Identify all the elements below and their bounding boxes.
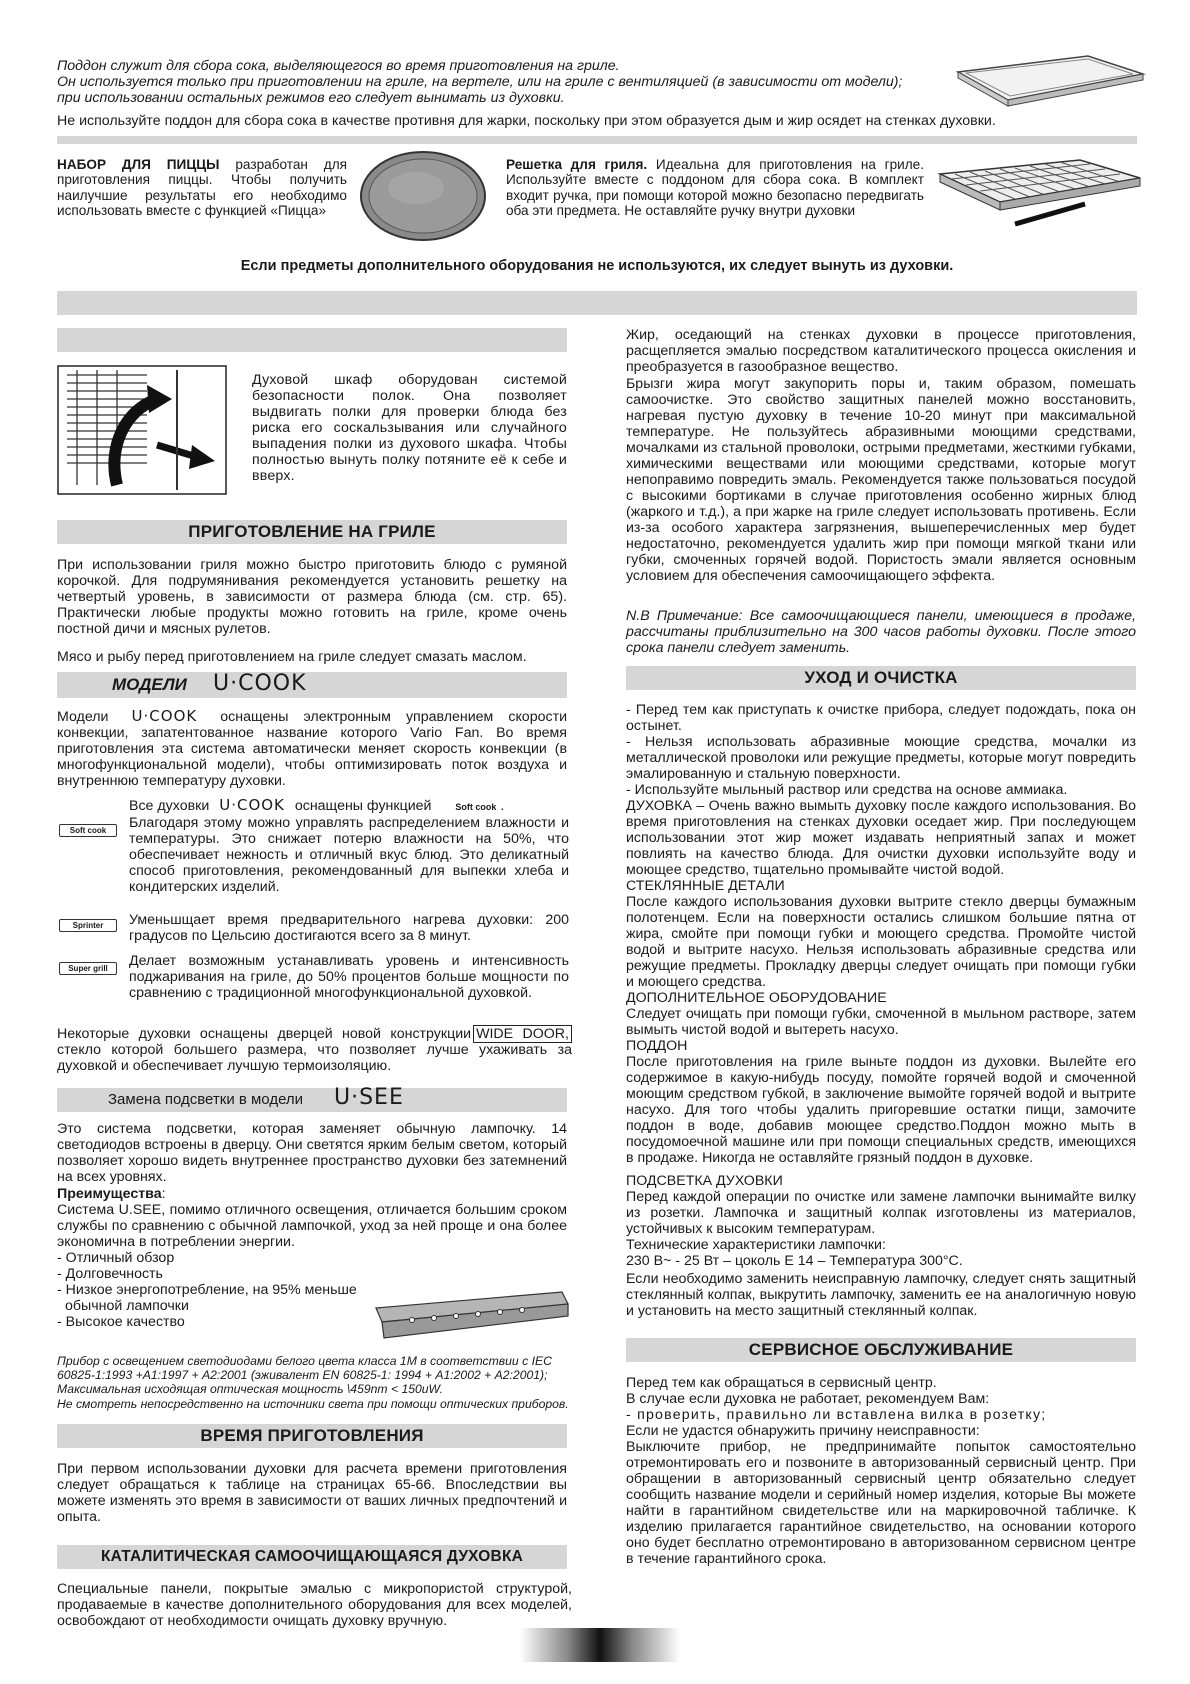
led-compliance-note: Прибор с освещением светодиодами белого цвета класса 1М в соответствии с IEC 60825-1:1993 +А1:1997 + А2:2001 (эживалент EN 60825-1: 1994 + А1:2002 + А2:2001); Максимальная исходящая оптическая мощность \459nm < 150uW. (57, 1354, 552, 1396)
shelf-safety-illustration (57, 365, 227, 495)
ucook-inline-logo: U·COOK (219, 796, 285, 814)
divider (57, 136, 1137, 144)
grill-rack-text (506, 157, 924, 219)
wide-door-b: стекло которой большего размера, что позволяет лучше ухаживать за духовкой и обеспечивает лучшую термоизоляцию. (57, 1042, 572, 1074)
all-ovens-line: Все духовки U·COOK оснащены функцией Soft cook . (129, 796, 505, 814)
pizza-kit-text (57, 157, 347, 219)
led-eye-warning: Не смотреть непосредственно на источники света при помощи оптических приборов. (57, 1397, 569, 1411)
service-text: Перед тем как обращаться в сервисный центр. (626, 1375, 937, 1391)
drip-tray-line: Поддон служит для сбора сока, выделяющегося во время приготовления на гриле. (57, 58, 620, 74)
usee-logo: U·SEE (334, 1085, 404, 1110)
lamp-replace-text: Если необходимо заменить неисправную лампочку, следует снять защитный стеклянный колпак, выкрутить лампочку, заменить ее на аналогичную новую и установить на место защитный стеклянный колпак. (626, 1271, 1136, 1319)
service-heading: СЕРВИСНОЕ ОБСЛУЖИВАНИЕ (626, 1338, 1136, 1362)
catalytic-intro: Специальные панели, покрытые эмалью с микропористой структурой, продаваемые в качестве дополнительного оборудования для всех моделей, освобождают от необходимости очищать духовку вручную. (57, 1581, 572, 1629)
section-bar (57, 291, 1137, 315)
super-grill-text: Делает возможным устанавливать уровень и интенсивность поджаривания на гриле, до 50% процентов больше мощности по сравнению с традиционной многофункциональной духовкой. (129, 953, 569, 1001)
list-item: - Высокое качество (57, 1314, 185, 1330)
cooking-time-heading: ВРЕМЯ ПРИГОТОВЛЕНИЯ (57, 1424, 567, 1448)
accessories-title: ДОПОЛНИТЕЛЬНОЕ ОБОРУДОВАНИЕ (626, 990, 887, 1006)
grill-paragraph: При использовании гриля можно быстро приготовить блюдо с румяной корочкой. Для подрумянивания рекомендуется установить решетку на четвертый уровень, в зависимости от размера блюда (см. стр. 65). Практически любые продукты можно готовить на гриле, кроме очень постной дичи и мясных рулетов. (57, 557, 567, 637)
service-text: В случае если духовка не работает, рекомендуем Вам: (626, 1391, 990, 1407)
list-item: - Долговечность (57, 1266, 163, 1282)
service-instructions: Выключите прибор, не предпринимайте попыток самостоятельно отремонтировать его и позвоните в авторизованный сервисный центр. При обращении в авторизованный сервисный центр обязательно следует сообщить название модели и серийный номер изделия, которые Вы можете найти в гарантийном свидетельстве или на маркировочной табличке. К изделию прилагается гарантийное свидетельство, на основании которого оно будет бесплатно отремонтировано в авторизованном сервисном центре в течение гарантийного срока. (626, 1439, 1136, 1567)
grill-oil-note: Мясо и рыбу перед приготовлением на гриле следует смазать маслом. (57, 649, 527, 665)
drip-tray-image (938, 52, 1148, 110)
lamp-spec: 230 В~ - 25 Вт – цоколь Е 14 – Температура 300°С. (626, 1253, 963, 1269)
models-intro-a: Модели (57, 709, 109, 725)
grill-rack-desc: Идеальна для приготовления на гриле. Используйте вместе с поддоном для сбора сока. В комплект входит ручка, при помощи которой можно безопасно передвигать оба эти предмета. Не оставляйте ручку внутри духовки (506, 157, 924, 219)
wide-door-text (57, 1026, 572, 1074)
sprinter-text: Уменьшщает время предварительного нагрева духовки: 200 градусов по Цельсию достигаются всего за 8 минут. (129, 912, 569, 944)
super-grill-icon: Super grill (59, 962, 117, 975)
wide-door-a: Некоторые духовки оснащены дверцей новой конструкции (57, 1026, 472, 1042)
list-item: - Отличный обзор (57, 1250, 175, 1266)
tray-text: После приготовления на гриле выньте поддон из духовки. Вылейте его содержимое в какую-нибудь посуду, помойте горячей водой и смоченной моющим средством губкой, в заключение вымойте горячей водой и вытрите насухо. Для того чтобы удалить пригоревшие остатки пищи, замочите поддон в воде, добавив моющее средство.Поддон можно мыть в посудомоечной машине или при помощи специальных средств, имеющихся в продаже. Никогда не оставляйте грязный поддон в духовке. (626, 1054, 1136, 1166)
remove-accessories-notice: Если предметы дополнительного оборудования не используются, их следует вынуть из духовки. (240, 258, 954, 274)
pizza-kit-desc: разработан для приготовления пиццы. Чтобы получить наилучшие результаты его необходимо использовать вместе с функцией «Пицца» (57, 157, 347, 219)
care-heading: УХОД И ОЧИСТКА (626, 666, 1136, 690)
care-item: - Используйте мыльный раствор или средства на основе аммиака. (626, 782, 1068, 798)
list-item: - Низкое энергопотребление, на 95% меньше (57, 1282, 357, 1298)
shelf-safety-text: Духовой шкаф оборудован системой безопасности полок. Она позволяет выдвигать полки для проверки блюда без риска его соскальзывания или случайного выпадения полки из духового шкафа. Чтобы полностью вынуть полку потяните её к себе и вверх. (252, 372, 567, 484)
care-item: - Перед тем как приступать к очистке прибора, следует подождать, пока он остынет. (626, 702, 1136, 734)
tray-title: ПОДДОН (626, 1038, 688, 1054)
oven-light-text: Перед каждой операции по очистке или замене лампочки вынимайте вилку из розетки. Лампочка и защитный колпак изготовлены из материалов, устойчивых к высоким температурам. (626, 1189, 1136, 1237)
catalytic-note: N.B Примечание: Все самоочищающиеся панели, имеющиеся в продаже, рассчитаны приблизительно на 300 часов работы духовки. После этого срока панели следует заменить. (626, 608, 1136, 656)
pizza-tray-image (358, 150, 488, 242)
oven-cleaning-text: ДУХОВКА – Очень важно вымыть духовку после каждого использования. Во время приготовления на стенках духовки оседает жир. При последующем использовании этот жир может издавать неприятный запах и может повлиять на качество блюда. Для очистки духовки используйте воду и моющее средство, тщательно промывайте чистой водой. (626, 798, 1136, 878)
grill-heading: ПРИГОТОВЛЕНИЕ НА ГРИЛЕ (57, 520, 567, 544)
grill-rack-image (930, 152, 1150, 232)
ucook-inline-logo: U·COOK (131, 707, 198, 725)
service-text: - проверить, правильно ли вставлена вилка в розетку; (626, 1407, 1047, 1423)
drip-tray-warning: Не используйте поддон для сбора сока в качестве противня для жарки, поскольку при этом образуется дым и жир осядет на стенках духовки. (57, 113, 996, 129)
catalytic-care-paragraph: Брызги жира могут закупорить поры и, таким образом, помешать самоочистке. Это свойство защитных панелей можно восстановить, нагревая пустую духовку в течение 10-20 минут при максимальной температуре. Не пользуйтесь абразивными моющими средствами, мочалками из стальной проволоки, острыми предметами, жесткими губками, химическими веществами или моющими средствами, которые могут непоправимо повредить эмаль. Рекомендуется также пользоваться посудой с высокими бортиками в случае приготовления особенно жирных блюд (жаркого и т.д.), а при жарке на гриле следует использовать противень. Если из-за особого характера загрязнения, вышеперечисленных мер будет недостаточно, рекомендуется удалить жир при помощи мягкой ткани или губки, смоченных горячей водой. Пористость эмали является основным условием для обеспечения самоочищающего эффекта. (626, 376, 1136, 584)
cooking-time-text: При первом использовании духовки для расчета времени приготовления следует обращаться к таблице на страницах 65-66. Впоследствии вы можете изменять это время в зависимости от ваших личных предпочтений и опыта. (57, 1461, 567, 1525)
accessories-text: Следует очищать при помощи губки, смоченной в мыльном растворе, затем вымыть чистой водой и вытереть насухо. (626, 1006, 1136, 1038)
usee-heading: Замена подсветки в модели (108, 1091, 304, 1108)
all-ovens-a: Все духовки (129, 798, 210, 814)
glass-title: СТЕКЛЯННЫЕ ДЕТАЛИ (626, 878, 785, 894)
glass-text: После каждого использования духовки вытрите стекло дверцы бумажным полотенцем. Если на поверхности остались слишком большие пятна от жира, смойте при помощи губки и моющего средства. Промойте чистой водой и вытрите насухо. Нельзя использовать абразивные средства или режущие предметы. Прокладку дверцы следует очищать при помощи губки и моющего средства. (626, 894, 1136, 990)
section-bar (57, 328, 567, 352)
advantages-list (57, 1250, 377, 1330)
models-label: МОДЕЛИ (112, 675, 187, 694)
page-number-tab (520, 1628, 680, 1662)
usee-paragraph: Это система подсветки, которая заменяет обычную лампочку. 14 светодиодов встроены в дверцу. Они светятся ярким белым светом, который позволяет хорошо видеть внутреннее пространство духовки без затемнений на всех уровнях. (57, 1121, 567, 1185)
pizza-kit-title: НАБОР ДЛЯ ПИЦЦЫ (57, 157, 220, 172)
led-strip-image (372, 1286, 572, 1348)
sprinter-icon: Sprinter (59, 919, 117, 932)
models-intro-b: оснащены электронным управлением скорости конвекции, запатентованное название которого Vario Fan. Во время приготовления эта система автоматически меняет скорость конвекции (в многофункциональной модели), чтобы оптимизировать поток воздуха и внутреннюю температуру духовки. (57, 709, 567, 789)
list-item: обычной лампочки (65, 1298, 189, 1314)
catalytic-heading: КАТАЛИТИЧЕСКАЯ САМООЧИЩАЮЩАЯСЯ ДУХОВКА (57, 1545, 567, 1569)
ucook-logo: U·COOK (213, 671, 307, 696)
all-ovens-b: оснащены функцией (294, 798, 432, 814)
service-text: Если не удастся обнаружить причину неисправности: (626, 1423, 980, 1439)
drip-tray-intro (57, 58, 937, 106)
lamp-spec-title: Технические характеристики лампочки: (626, 1237, 886, 1253)
drip-tray-line: Он используется только при приготовлении на гриле, на вертеле, или на гриле с вентиляцией (в зависимости от модели); (57, 74, 903, 90)
models-intro (57, 708, 567, 789)
catalytic-paragraph: Жир, оседающий на стенках духовки в процессе приготовления, расщепляется эмалью посредством каталитического процесса окисления и преобразуется в газообразное вещество. (626, 327, 1136, 375)
advantages-title: Преимущества (57, 1186, 162, 1202)
drip-tray-line: при использовании остальных режимов его следует вынимать из духовки. (57, 90, 565, 106)
advantages-text: Система U.SEE, помимо отличного освещения, отличается большим сроком службы по сравнению с обычной лампочкой, уход за ней проще и она более экономична в потреблении энергии. (57, 1202, 567, 1250)
grill-rack-title: Решетка для гриля. (506, 157, 648, 172)
soft-cook-text: Благодаря этому можно управлять распределением влажности и температуры. Это снижает потерю влажности на 50%, что обеспечивает нежность и отличный вкус блюд. Это деликатный способ приготовления, рекомендованный для выпекки хлеба и кондитерских изделий. (129, 815, 569, 895)
wide-door-label: WIDE DOOR, (473, 1025, 572, 1043)
soft-cook-inline-icon: Soft cook (455, 802, 497, 812)
oven-light-title: ПОДСВЕТКА ДУХОВКИ (626, 1173, 783, 1189)
advantages-block: Преимущества: (57, 1186, 166, 1202)
care-item: - Нельзя использовать абразивные моющие средства, мочалки из металлической проволоки или режущие предметы, которые могут повредить эмалированную и стальную поверхности. (626, 734, 1136, 782)
soft-cook-icon: Soft cook (59, 824, 117, 837)
